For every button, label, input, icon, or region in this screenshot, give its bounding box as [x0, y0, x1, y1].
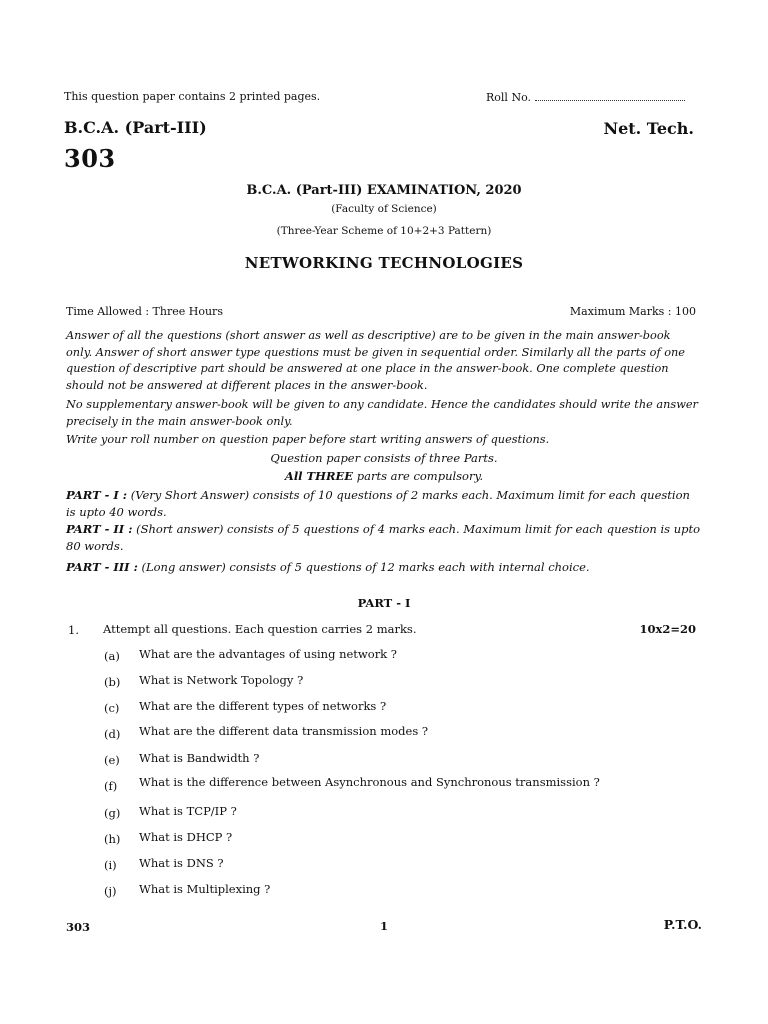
compulsory-bold: All THREE	[284, 469, 354, 483]
subquestion-text: What is DNS ?	[139, 856, 224, 870]
subquestion-label: (j)	[104, 884, 117, 898]
footer-pto: P.T.O.	[663, 917, 702, 932]
paper-code: 303	[64, 144, 116, 173]
instructions-compulsory-line	[0, 469, 768, 483]
subquestion-label: (h)	[104, 832, 121, 846]
question-marks: 10x2=20	[639, 622, 696, 636]
footer-code: 303	[66, 920, 91, 934]
question-number: 1.	[68, 623, 79, 637]
subquestion-text: What is Network Topology ?	[139, 673, 304, 687]
course-right: Net. Tech.	[603, 119, 694, 138]
subject-title: NETWORKING TECHNOLOGIES	[244, 254, 524, 272]
section-heading: PART - I	[357, 596, 411, 610]
instructions-para-3: Write your roll number on question paper before start writing answers of questions.	[66, 433, 550, 446]
subquestion-label: (f)	[104, 779, 118, 793]
scheme: (Three-Year Scheme of 10+2+3 Pattern)	[276, 225, 492, 237]
exam-title: B.C.A. (Part-III) EXAMINATION, 2020	[246, 183, 522, 198]
part-info-1	[66, 487, 702, 521]
footer-page-number: 1	[379, 919, 388, 933]
subquestion-text: What is the difference between Asynchronous and Synchronous transmission ?	[139, 775, 600, 789]
faculty: (Faculty of Science)	[331, 203, 437, 215]
roll-no-label: Roll No.	[486, 91, 531, 104]
instructions-para-2: No supplementary answer-book will be given to any candidate. Hence the candidates should write the answer precisely in the main answer-book only.	[66, 398, 698, 428]
maximum-marks: Maximum Marks : 100	[569, 305, 696, 318]
part-info-2	[66, 521, 702, 555]
subquestion-text: What are the different data transmission modes ?	[139, 724, 429, 738]
subquestion-label: (d)	[104, 727, 121, 741]
part-info-text: (Long answer) consists of 5 questions of 12 marks each with internal choice.	[141, 560, 590, 574]
subquestion-text: What is Bandwidth ?	[139, 751, 260, 765]
subquestion-text: What is TCP/IP ?	[139, 804, 237, 818]
subquestion-label: (a)	[104, 649, 120, 663]
printed-pages-note: This question paper contains 2 printed pages.	[64, 90, 321, 103]
subquestion-label: (g)	[104, 806, 121, 820]
part-info-text: (Short answer) consists of 5 questions of 4 marks each. Maximum limit for each question is upto 80 words.	[66, 522, 701, 553]
subquestion-text: What is Multiplexing ?	[139, 882, 271, 896]
question-text: Attempt all questions. Each question carries 2 marks.	[103, 622, 417, 636]
roll-no	[486, 90, 685, 104]
part-info-3	[66, 559, 702, 576]
part-info-label: PART - III :	[66, 560, 138, 574]
part-info-label: PART - I :	[66, 488, 128, 502]
subquestion-label: (b)	[104, 675, 121, 689]
part-info-text: (Very Short Answer) consists of 10 questions of 2 marks each. Maximum limit for each question is upto 40 words.	[66, 488, 690, 519]
compulsory-rest: parts are compulsory.	[356, 469, 484, 483]
subquestion-label: (e)	[104, 753, 120, 767]
instructions-para-1: Answer of all the questions (short answer as well as descriptive) are to be given in the main answer-book only. Answer of short answer type questions must be given in sequential order. Similarly all the parts of one question of descriptive part should be answered at one place in the answer-book. One complete question should not be answered at different places in the answer-book.	[66, 329, 685, 392]
subquestion-text: What are the different types of networks ?	[139, 699, 387, 713]
course-left: B.C.A. (Part-III)	[64, 118, 207, 137]
subquestion-text: What are the advantages of using network ?	[139, 647, 397, 661]
roll-no-field	[535, 90, 685, 101]
part-info-label: PART - II :	[66, 522, 133, 536]
subquestion-text: What is DHCP ?	[139, 830, 233, 844]
subquestion-label: (i)	[104, 858, 117, 872]
instructions-parts-line: Question paper consists of three Parts.	[270, 451, 498, 465]
subquestion-label: (c)	[104, 701, 120, 715]
time-allowed: Time Allowed : Three Hours	[66, 305, 223, 318]
